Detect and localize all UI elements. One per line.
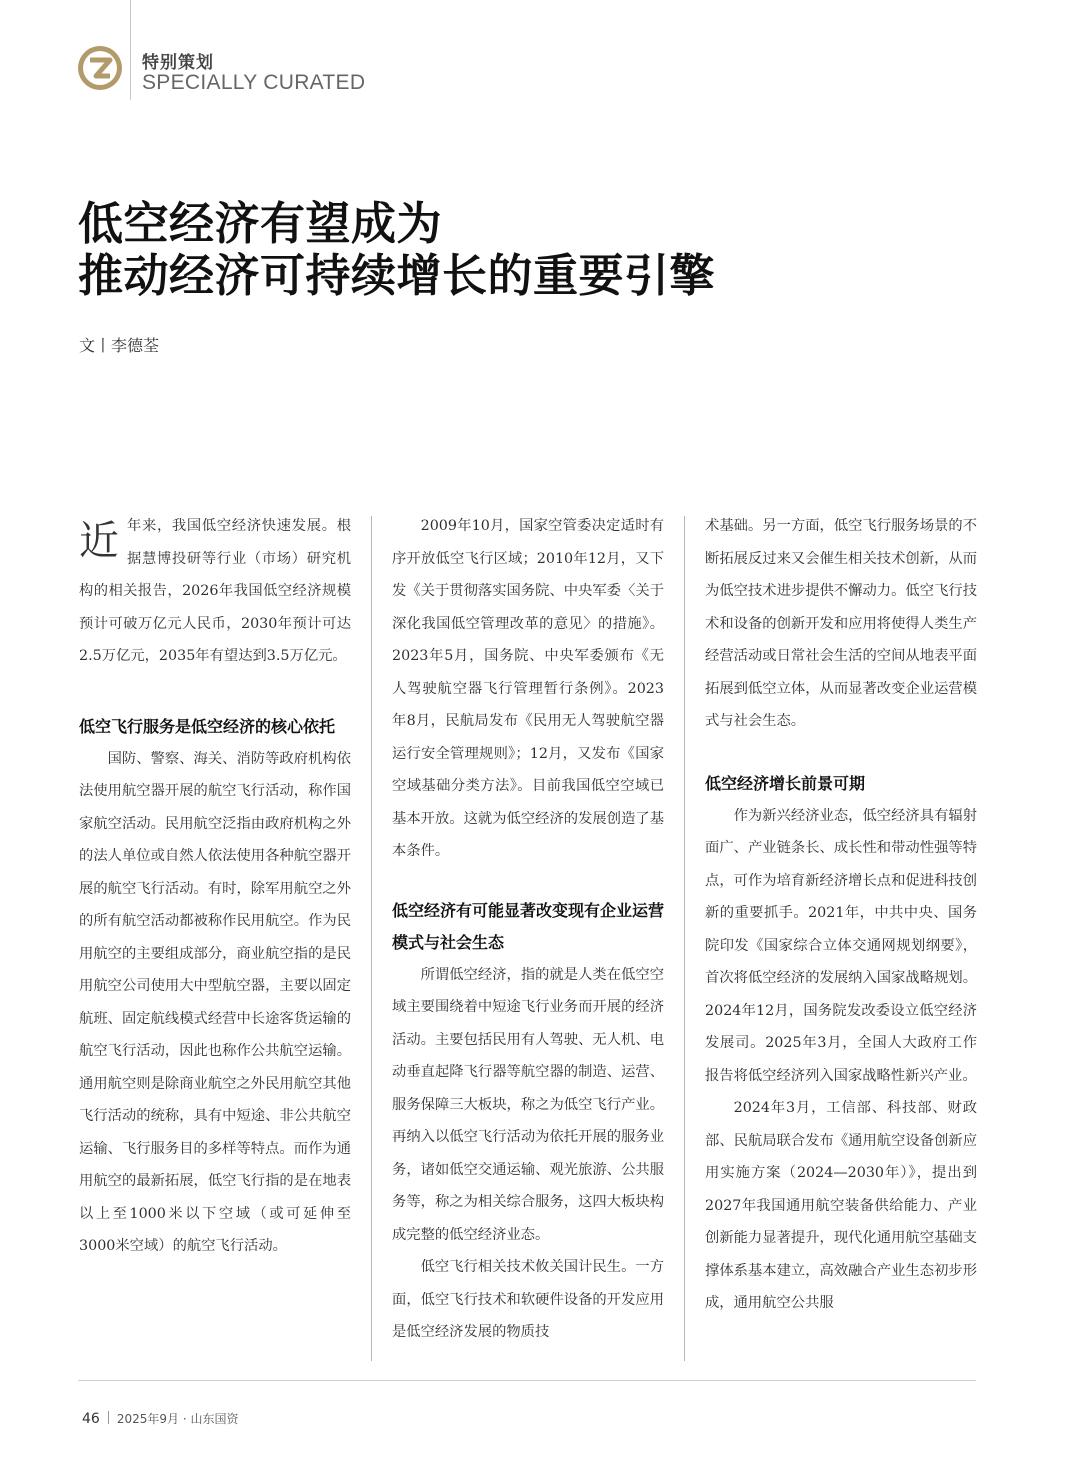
header-divider-line (130, 0, 131, 100)
column-divider (371, 516, 372, 1361)
column-divider (684, 516, 685, 1361)
paragraph: 所谓低空经济，指的就是人类在低空空域主要围绕着中短途飞行业务而开展的经济活动。主要包括民用有人驾驶、无人机、电动垂直起降飞行器等航空器的制造、运营、服务保障三大板块，称之为低空飞行产业。再纳入以低空飞行活动为依托开展的服务业务，诸如低空交通运输、观光旅游、公共服务等，称之为相关综合服务，这四大板块构成完整的低空经济业态。 (392, 966, 664, 1243)
article-title-line1: 低空经济有望成为 (78, 197, 443, 250)
paragraph: 低空飞行相关技术攸关国计民生。一方面，低空飞行技术和软硬件设备的开发应用是低空经济发展的物质技 (392, 1259, 664, 1340)
article-column-2 (392, 510, 664, 1349)
section-heading: 低空经济增长前景可期 (705, 773, 866, 793)
paragraph: 2024年3月，工信部、科技部、财政部、民航局联合发布《通用航空设备创新应用实施方案（2024—2030年）》，提出到2027年我国通用航空装备供给能力、产业创新能力显著提升，现代化通用航空基础支撑体系基本建立，高效融合产业生态初步形成，通用航空公共服 (705, 1100, 977, 1311)
footer-rule (78, 1380, 976, 1381)
paragraph: 术基础。另一方面，低空飞行服务场景的不断拓展反过来又会催生相关技术创新，从而为低空技术进步提供不懈动力。低空飞行技术和设备的创新开发和应用将使得人类生产经营活动或日常社会生活的空间从地表平面拓展到低空立体，从而显著改变企业运营模式与社会生态。 (705, 518, 977, 729)
article-column-3 (705, 510, 977, 1320)
paragraph (79, 510, 351, 673)
page-number: 46 (82, 1411, 100, 1427)
article-title (78, 198, 715, 302)
drop-cap: 近 (79, 518, 119, 564)
magazine-logo-icon (76, 44, 124, 92)
section-heading: 低空经济有可能显著改变现有企业运营模式与社会生态 (392, 900, 665, 952)
article-column-1 (79, 510, 351, 1263)
paragraph: 作为新兴经济业态，低空经济具有辐射面广、产业链条长、成长性和带动性强等特点，可作为培育新经济增长点和促进科技创新的重要抓手。2021年，中共中央、国务院印发《国家综合立体交通网规划纲要》，首次将低空经济的发展纳入国家战略规划。2024年12月，国务院发改委设立低空经济发展司。2025年3月，全国人大政府工作报告将低空经济列入国家战略性新兴产业。 (705, 807, 977, 1084)
footer-separator (108, 1411, 109, 1424)
issue-info: 2025年9月 · 山东国资 (116, 1412, 239, 1426)
page-footer (82, 1410, 238, 1427)
paragraph: 国防、警察、海关、消防等政府机构依法使用航空器开展的航空飞行活动，称作国家航空活动。民用航空泛指由政府机构之外的法人单位或自然人依法使用各种航空器开展的航空飞行活动。有时，除军用航空之外的所有航空活动都被称作民用航空。作为民用航空的主要组成部分，商业航空指的是民用航空公司使用大中型航空器，主要以固定航班、固定航线模式经营中长途客货运输的航空飞行活动，因此也称作公共航空运输。通用航空则是除商业航空之外民用航空其他飞行活动的统称，具有中短途、非公共航空运输、飞行服务目的多样等特点。而作为通用航空的最新拓展，低空飞行指的是在地表以上至1000米以下空域（或可延伸至3000米空域）的航空飞行活动。 (79, 750, 351, 1254)
section-label-cn: 特别策划 (142, 53, 214, 73)
paragraph-text: 年来，我国低空经济快速发展。根据慧博投研等行业（市场）研究机构的相关报告，2026年我国低空经济规模预计可破万亿元人民币，2030年预计可达2.5万亿元，2035年有望达到3.5万亿元。 (79, 518, 351, 664)
section-label-en: SPECIALLY CURATED (142, 71, 366, 94)
section-heading: 低空飞行服务是低空经济的核心依托 (79, 716, 336, 736)
byline: 文丨李德荃 (79, 336, 160, 355)
article-title-line2: 推动经济可持续增长的重要引擎 (78, 249, 716, 302)
paragraph: 2009年10月，国家空管委决定适时有序开放低空飞行区域；2010年12月，又下发《关于贯彻落实国务院、中央军委〈关于深化我国低空管理改革的意见〉的措施》。2023年5月，国务院、中央军委颁布《无人驾驶航空器飞行管理暂行条例》。2023年8月，民航局发布《民用无人驾驶航空器运行安全管理规则》；12月，又发布《国家空域基础分类方法》。目前我国低空空域已基本开放。这就为低空经济的发展创造了基本条件。 (392, 518, 664, 859)
